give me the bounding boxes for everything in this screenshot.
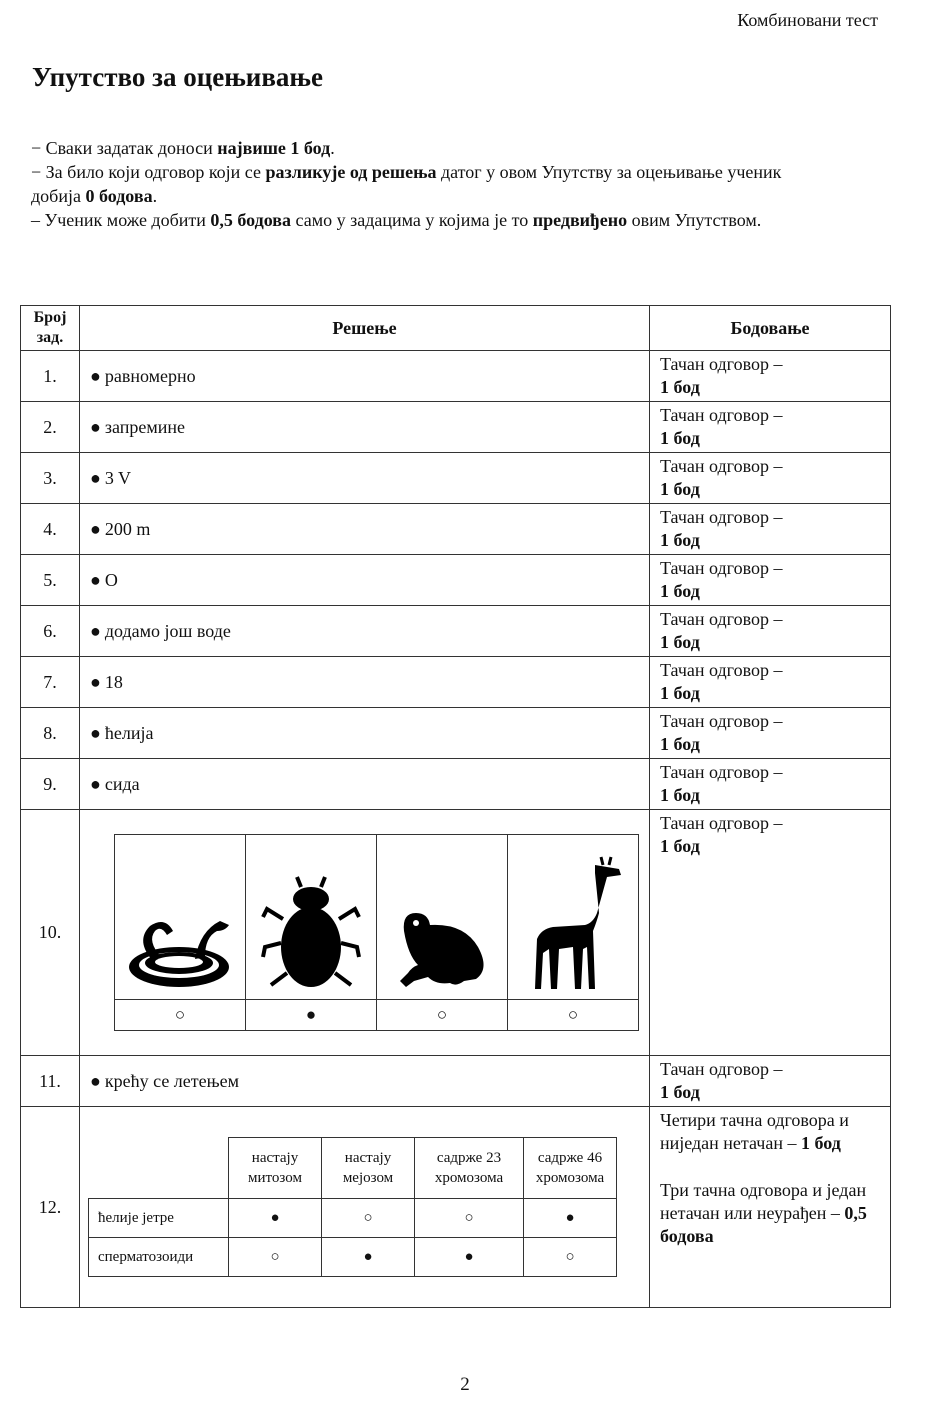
- bullet-icon: ●: [90, 722, 101, 743]
- solution-cell: [80, 1107, 650, 1308]
- score-text: Тачан одговор –: [660, 609, 783, 629]
- giraffe-icon: [523, 853, 623, 991]
- solution-cell: [80, 708, 650, 759]
- score-points: 1 бод: [660, 581, 700, 601]
- bullet-icon: ●: [90, 569, 101, 590]
- bullet-icon: ●: [90, 773, 101, 794]
- answer-text: 3 V: [104, 467, 132, 488]
- answer-text: ћелија: [104, 722, 154, 743]
- bullet-icon: ●: [90, 365, 101, 386]
- task-number: 2.: [21, 402, 80, 453]
- task-number: 4.: [21, 504, 80, 555]
- answer-mark: ●: [229, 1199, 322, 1238]
- answer-mark: ●: [246, 1000, 377, 1031]
- header-number-line2: зад.: [36, 329, 64, 346]
- solution-cell: [80, 657, 650, 708]
- table-row-10: [21, 810, 891, 1056]
- bullet-icon: ●: [90, 1070, 101, 1091]
- answer-mark: ○: [229, 1238, 322, 1277]
- score-full: [660, 1109, 882, 1155]
- header-number: [21, 306, 80, 351]
- solution-cell: [80, 351, 650, 402]
- bullet-icon: ●: [90, 671, 101, 692]
- task-number: 5.: [21, 555, 80, 606]
- score-points: 1 бод: [660, 1082, 700, 1102]
- table-row: [21, 708, 891, 759]
- answer-mark: ●: [524, 1199, 617, 1238]
- score-text: Тачан одговор –: [660, 354, 783, 374]
- score-text: Четири тачна одговора и ниједан нетачан –: [660, 1110, 849, 1153]
- instruction-line-1: [31, 136, 821, 160]
- score-points: 1 бод: [660, 632, 700, 652]
- solution-cell: [80, 504, 650, 555]
- instruction-text: .: [330, 138, 335, 158]
- snake-icon: [125, 911, 235, 991]
- answer-mark: ○: [415, 1199, 524, 1238]
- instruction-text: – Ученик може добити: [31, 210, 211, 230]
- answer-text: O: [104, 569, 118, 590]
- instruction-bold: највише 1 бод: [217, 138, 331, 158]
- table-row: [21, 759, 891, 810]
- score-half: [660, 1179, 882, 1248]
- task-number: 3.: [21, 453, 80, 504]
- table-row-12: [21, 1107, 891, 1308]
- score-points: 1 бод: [660, 785, 700, 805]
- bullet-icon: ●: [90, 416, 101, 437]
- solution-cell: [80, 402, 650, 453]
- table-row: [89, 1199, 617, 1238]
- instruction-bold: 0 бодова: [85, 186, 153, 206]
- giraffe-picture-cell: [508, 835, 639, 1000]
- table-row: [21, 504, 891, 555]
- beetle-picture-cell: [246, 835, 377, 1000]
- bullet-icon: ●: [90, 467, 101, 488]
- snake-picture-cell: [115, 835, 246, 1000]
- score-cell: [650, 504, 891, 555]
- frog-picture-cell: [377, 835, 508, 1000]
- column-header-line: мејозом: [342, 1170, 394, 1186]
- score-text: Три тачна одговора и један нетачан или неурађен –: [660, 1180, 867, 1223]
- solution-cell: [80, 1056, 650, 1107]
- score-text: Тачан одговор –: [660, 456, 783, 476]
- score-text: Тачан одговор –: [660, 1059, 783, 1079]
- table-row-11: [21, 1056, 891, 1107]
- instruction-text: .: [152, 186, 158, 206]
- answer-mark: ●: [322, 1238, 415, 1277]
- header-solution: Решење: [80, 306, 650, 351]
- answer-text: 18: [104, 671, 123, 692]
- instruction-line-2: [31, 160, 821, 208]
- column-header-line: митозом: [248, 1170, 302, 1186]
- solution-cell: [80, 810, 650, 1056]
- column-header-line: хромозома: [434, 1170, 504, 1186]
- answer-mark: ○: [508, 1000, 639, 1031]
- column-header: [524, 1138, 617, 1199]
- table-row: [21, 555, 891, 606]
- answer-text: 200 m: [104, 518, 151, 539]
- answer-text: запремине: [104, 416, 186, 437]
- score-text: Тачан одговор –: [660, 507, 783, 527]
- beetle-icon: [261, 873, 361, 991]
- column-header-line: хромозома: [535, 1170, 605, 1186]
- instruction-text: само у задацима у којима је то: [291, 210, 533, 230]
- instruction-text: − Сваки задатак доноси: [31, 138, 218, 158]
- instruction-text: − За било који одговор који се: [31, 162, 266, 182]
- score-points: 1 бод: [660, 377, 700, 397]
- score-cell: [650, 657, 891, 708]
- table-row: [21, 402, 891, 453]
- instruction-text: овим Упутством.: [627, 210, 762, 230]
- task-number: 11.: [21, 1056, 80, 1107]
- instructions: [31, 136, 821, 232]
- score-points: 1 бод: [660, 479, 700, 499]
- column-header-line: настају: [251, 1150, 299, 1166]
- task-number: 10.: [21, 810, 80, 1056]
- header-scoring: Бодовање: [650, 306, 891, 351]
- score-text: Тачан одговор –: [660, 711, 783, 731]
- table-row: [21, 606, 891, 657]
- instruction-bold: предвиђено: [532, 210, 628, 230]
- row-label: сперматозоиди: [89, 1238, 229, 1277]
- answer-text: сида: [104, 773, 140, 794]
- answer-mark: ●: [415, 1238, 524, 1277]
- frog-icon: [394, 907, 490, 991]
- table-header-row: [21, 306, 891, 351]
- score-cell: [650, 402, 891, 453]
- column-header-line: настају: [344, 1150, 392, 1166]
- test-name-header: Комбиновани тест: [737, 10, 878, 30]
- blank-corner-cell: [89, 1138, 229, 1199]
- score-cell: [650, 555, 891, 606]
- score-cell: [650, 453, 891, 504]
- score-text: Тачан одговор –: [660, 660, 783, 680]
- answer-text: равномерно: [104, 365, 196, 386]
- column-header: [229, 1138, 322, 1199]
- page-title: Упутство за оцењивање: [32, 62, 323, 92]
- bullet-icon: ●: [90, 518, 101, 539]
- page-number: 2: [460, 1374, 470, 1395]
- answer-text: додамо још воде: [104, 620, 231, 641]
- solution-cell: [80, 555, 650, 606]
- score-points: 1 бод: [660, 836, 700, 856]
- instruction-bold: разликује од решења: [265, 162, 437, 182]
- cells-table: [88, 1137, 617, 1277]
- score-cell: [650, 1107, 891, 1308]
- score-text: Тачан одговор –: [660, 558, 783, 578]
- row-label: ћелије јетре: [89, 1199, 229, 1238]
- table-row: [21, 453, 891, 504]
- table-row: [89, 1238, 617, 1277]
- table-row: [21, 657, 891, 708]
- answer-mark: ○: [524, 1238, 617, 1277]
- score-text: Тачан одговор –: [660, 762, 783, 782]
- score-cell: [650, 351, 891, 402]
- answer-text: крећу се летењем: [104, 1070, 240, 1091]
- scoring-table: [20, 305, 891, 1308]
- column-header: [415, 1138, 524, 1199]
- animals-table: [114, 834, 639, 1031]
- answer-mark: ○: [377, 1000, 508, 1031]
- score-cell: [650, 1056, 891, 1107]
- task-number: 12.: [21, 1107, 80, 1308]
- column-header-line: садрже 23: [436, 1150, 502, 1166]
- solution-cell: [80, 759, 650, 810]
- answer-mark: ○: [115, 1000, 246, 1031]
- task-number: 6.: [21, 606, 80, 657]
- solution-cell: [80, 606, 650, 657]
- instruction-line-3: [31, 208, 821, 232]
- instruction-bold: 0,5 бодова: [210, 210, 292, 230]
- score-points: 1 бод: [660, 683, 700, 703]
- task-number: 1.: [21, 351, 80, 402]
- task-number: 8.: [21, 708, 80, 759]
- table-row: [21, 351, 891, 402]
- score-points: 1 бод: [800, 1133, 841, 1153]
- score-cell: [650, 606, 891, 657]
- header-number-line1: Број: [33, 309, 67, 326]
- solution-cell: [80, 453, 650, 504]
- score-text: Тачан одговор –: [660, 813, 783, 833]
- score-cell: [650, 810, 891, 1056]
- score-points: 1 бод: [660, 428, 700, 448]
- score-points: 1 бод: [660, 734, 700, 754]
- instruction-text: датог у овом Упутству за оцењивање ученик добија: [31, 162, 782, 206]
- task-number: 9.: [21, 759, 80, 810]
- score-text: Тачан одговор –: [660, 405, 783, 425]
- score-points: 1 бод: [660, 530, 700, 550]
- score-points: 0,5 бодова: [660, 1203, 867, 1246]
- column-header: [322, 1138, 415, 1199]
- score-cell: [650, 708, 891, 759]
- answer-mark: ○: [322, 1199, 415, 1238]
- task-number: 7.: [21, 657, 80, 708]
- column-header-line: садрже 46: [537, 1150, 603, 1166]
- bullet-icon: ●: [90, 620, 101, 641]
- score-cell: [650, 759, 891, 810]
